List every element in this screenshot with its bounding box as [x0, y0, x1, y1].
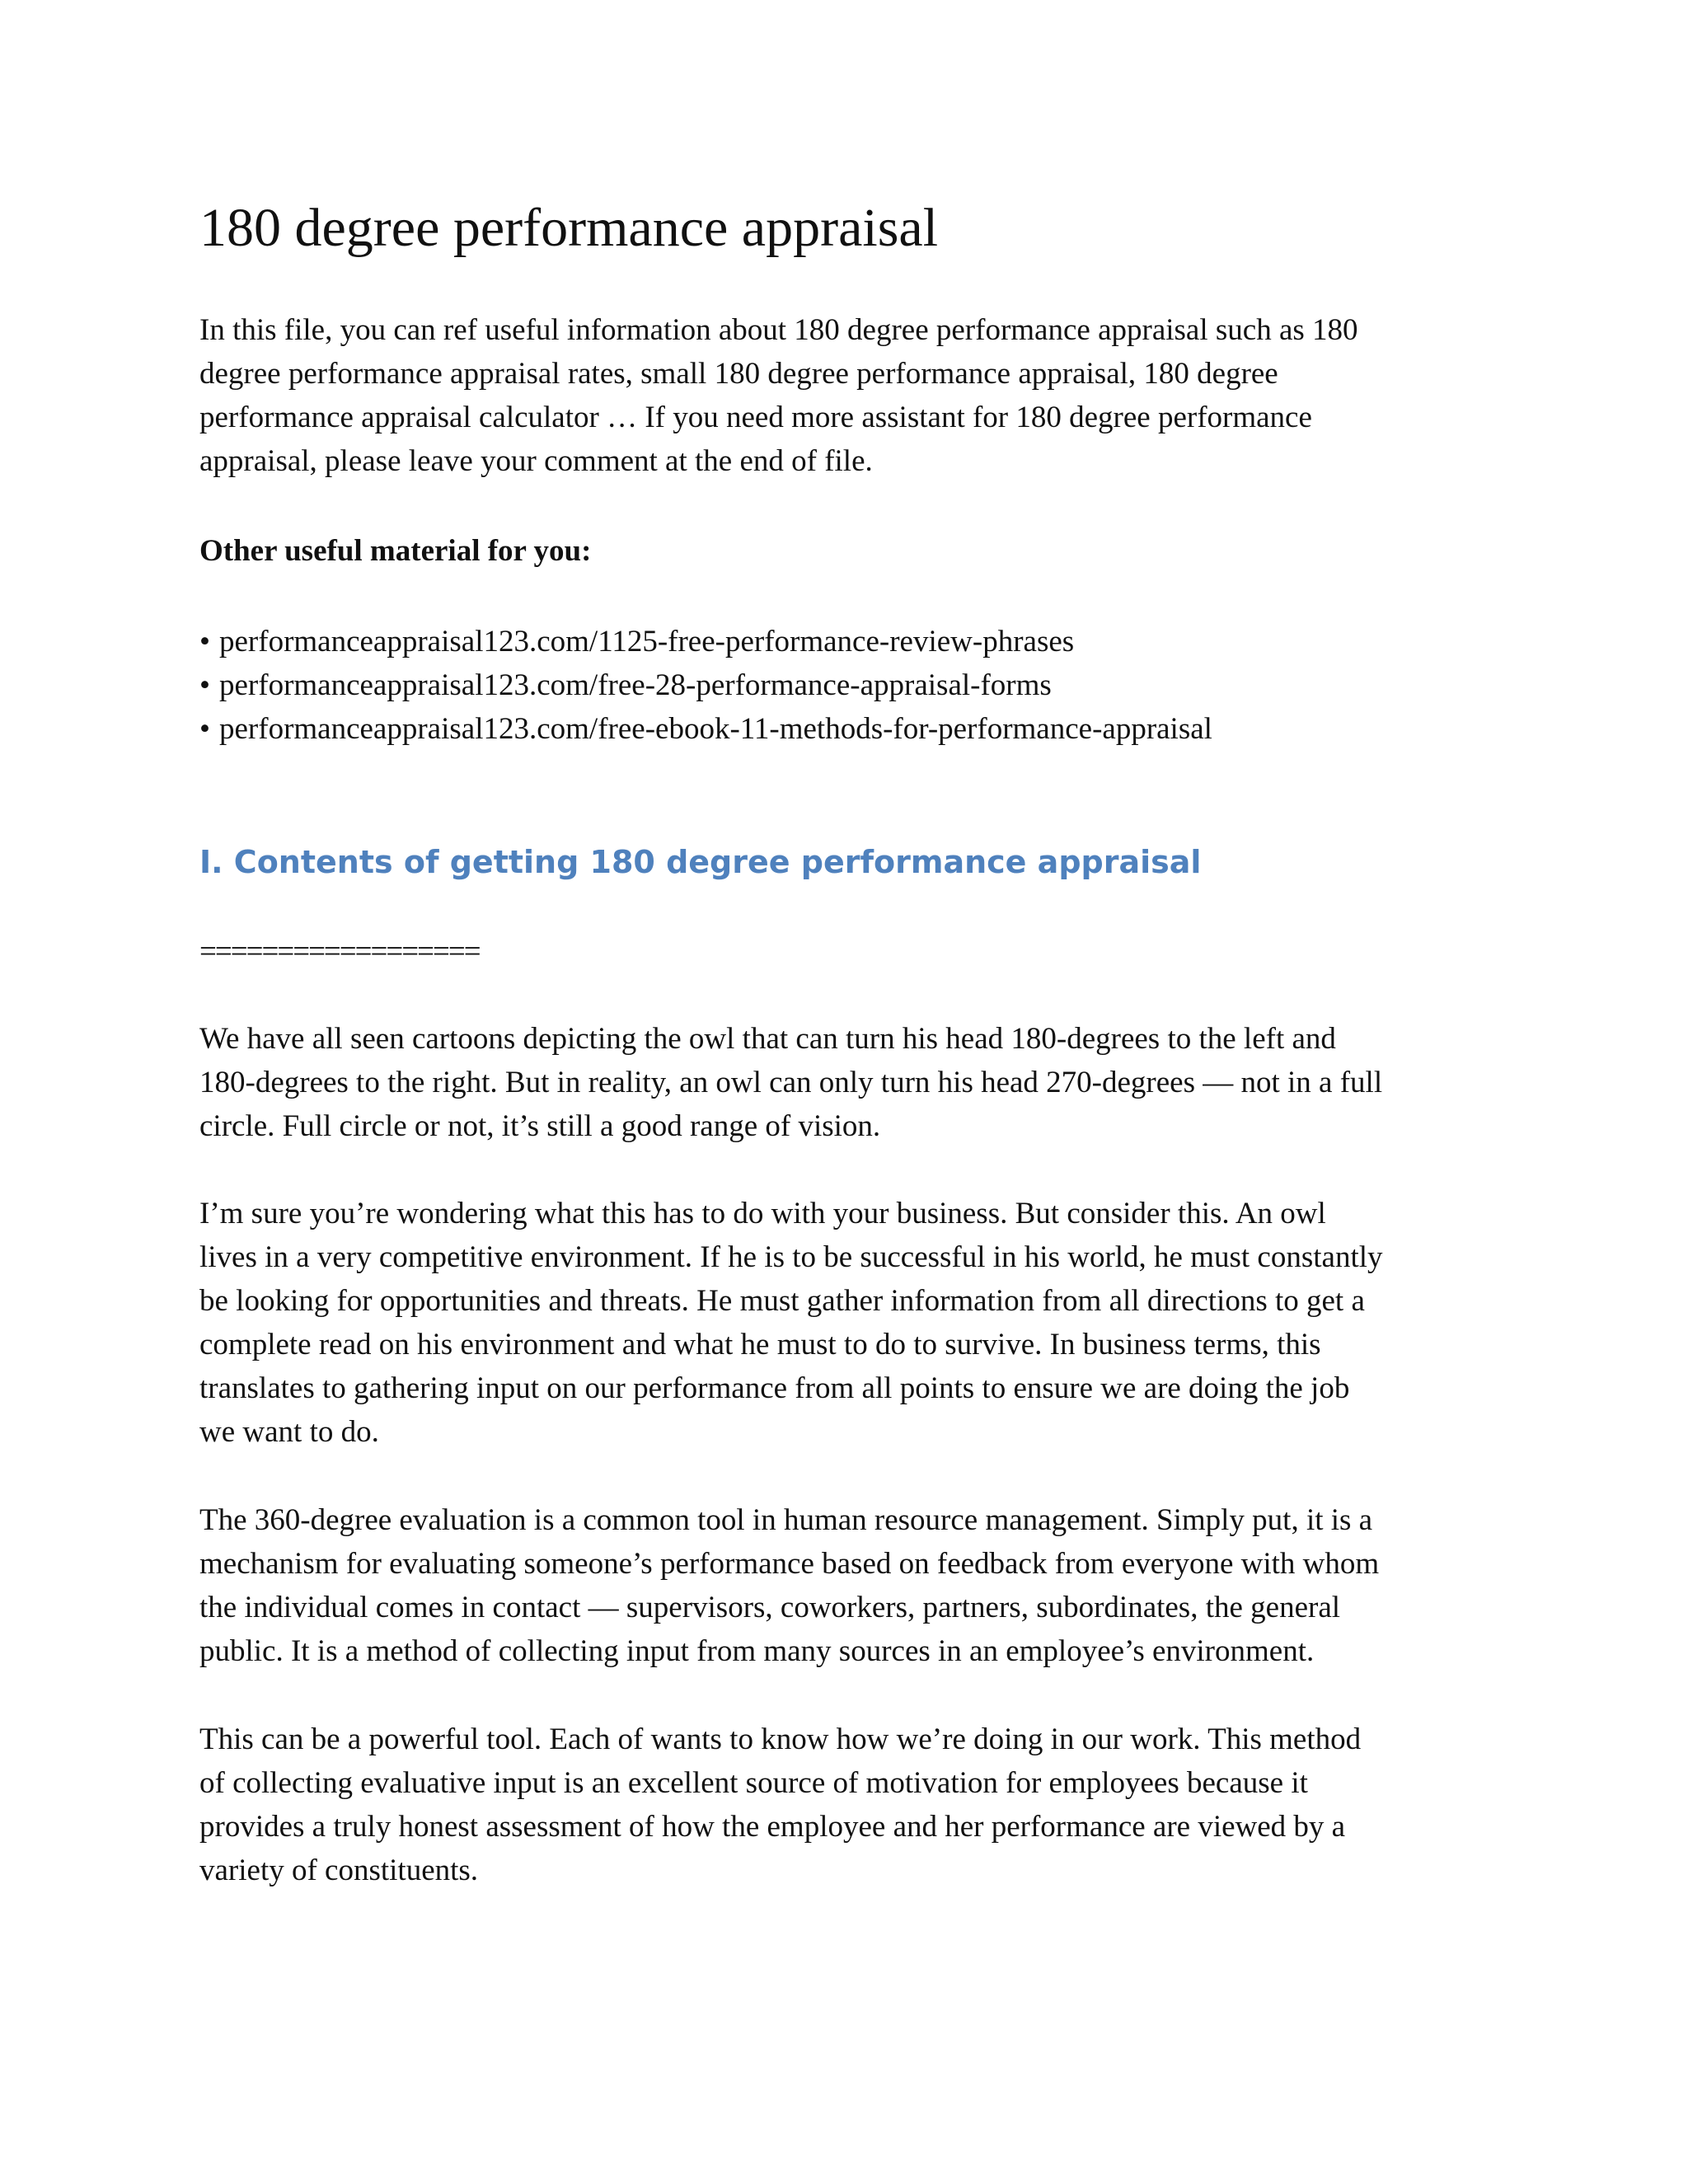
paragraph-line: the individual comes in contact — supervisors, coworkers, partners, subordinates, the general	[199, 1591, 1341, 1624]
section-heading: I. Contents of getting 180 degree performance appraisal	[199, 844, 1202, 880]
material-link[interactable]: performanceappraisal123.com/free-ebook-11-methods-for-performance-appraisal	[219, 712, 1212, 746]
paragraph-line: I’m sure you’re wondering what this has to do with your business. But consider this. An owl	[199, 1197, 1326, 1230]
list-item	[199, 707, 1212, 751]
material-link[interactable]: performanceappraisal123.com/free-28-performance-appraisal-forms	[219, 668, 1052, 702]
paragraph-line: lives in a very competitive environment. If he is to be successful in his world, he must constantly	[199, 1240, 1383, 1274]
list-item	[199, 620, 1212, 663]
paragraph-line: complete read on his environment and what he must to do to survive. In business terms, this	[199, 1328, 1321, 1361]
paragraph-line: public. It is a method of collecting input from many sources in an employee’s environment.	[199, 1634, 1315, 1668]
bullet-icon: •	[199, 668, 210, 702]
paragraph-line: we want to do.	[199, 1415, 379, 1449]
paragraph-line: of collecting evaluative input is an excellent source of motivation for employees because it	[199, 1766, 1308, 1800]
intro-line: performance appraisal calculator … If you need more assistant for 180 degree performance	[199, 401, 1312, 434]
paragraph-line: variety of constituents.	[199, 1854, 479, 1887]
paragraph-line: be looking for opportunities and threats. He must gather information from all directions to get a	[199, 1284, 1365, 1318]
body-paragraph-tool	[199, 1718, 1502, 1892]
paragraph-line: circle. Full circle or not, it’s still a good range of vision.	[199, 1109, 881, 1143]
bullet-icon: •	[199, 625, 210, 658]
paragraph-line: We have all seen cartoons depicting the owl that can turn his head 180-degrees to the left and	[199, 1022, 1336, 1056]
list-item	[199, 663, 1212, 707]
paragraph-line: provides a truly honest assessment of how the employee and her performance are viewed by a	[199, 1810, 1346, 1844]
intro-line: In this file, you can ref useful information about 180 degree performance appraisal such as 180	[199, 313, 1358, 347]
body-paragraph-business	[199, 1192, 1502, 1454]
intro-line: appraisal, please leave your comment at the end of file.	[199, 444, 873, 478]
document-title: 180 degree performance appraisal	[199, 198, 939, 258]
paragraph-line: translates to gathering input on our performance from all points to ensure we are doing the job	[199, 1371, 1350, 1405]
other-material-heading: Other useful material for you:	[199, 534, 592, 568]
paragraph-line: 180-degrees to the right. But in reality, an owl can only turn his head 270-degrees — not in a full	[199, 1066, 1383, 1099]
separator-line: ==================	[199, 935, 480, 968]
intro-paragraph	[199, 308, 1502, 483]
bullet-icon: •	[199, 712, 210, 746]
paragraph-line: The 360-degree evaluation is a common tool in human resource management. Simply put, it is a	[199, 1503, 1373, 1537]
material-link[interactable]: performanceappraisal123.com/1125-free-performance-review-phrases	[219, 625, 1075, 658]
paragraph-line: This can be a powerful tool. Each of wants to know how we’re doing in our work. This method	[199, 1722, 1362, 1756]
paragraph-line: mechanism for evaluating someone’s performance based on feedback from everyone with whom	[199, 1547, 1380, 1581]
intro-line: degree performance appraisal rates, small 180 degree performance appraisal, 180 degree	[199, 357, 1278, 391]
other-material-links	[199, 620, 1212, 751]
body-paragraph-360	[199, 1498, 1502, 1673]
body-paragraph-owl	[199, 1017, 1502, 1148]
